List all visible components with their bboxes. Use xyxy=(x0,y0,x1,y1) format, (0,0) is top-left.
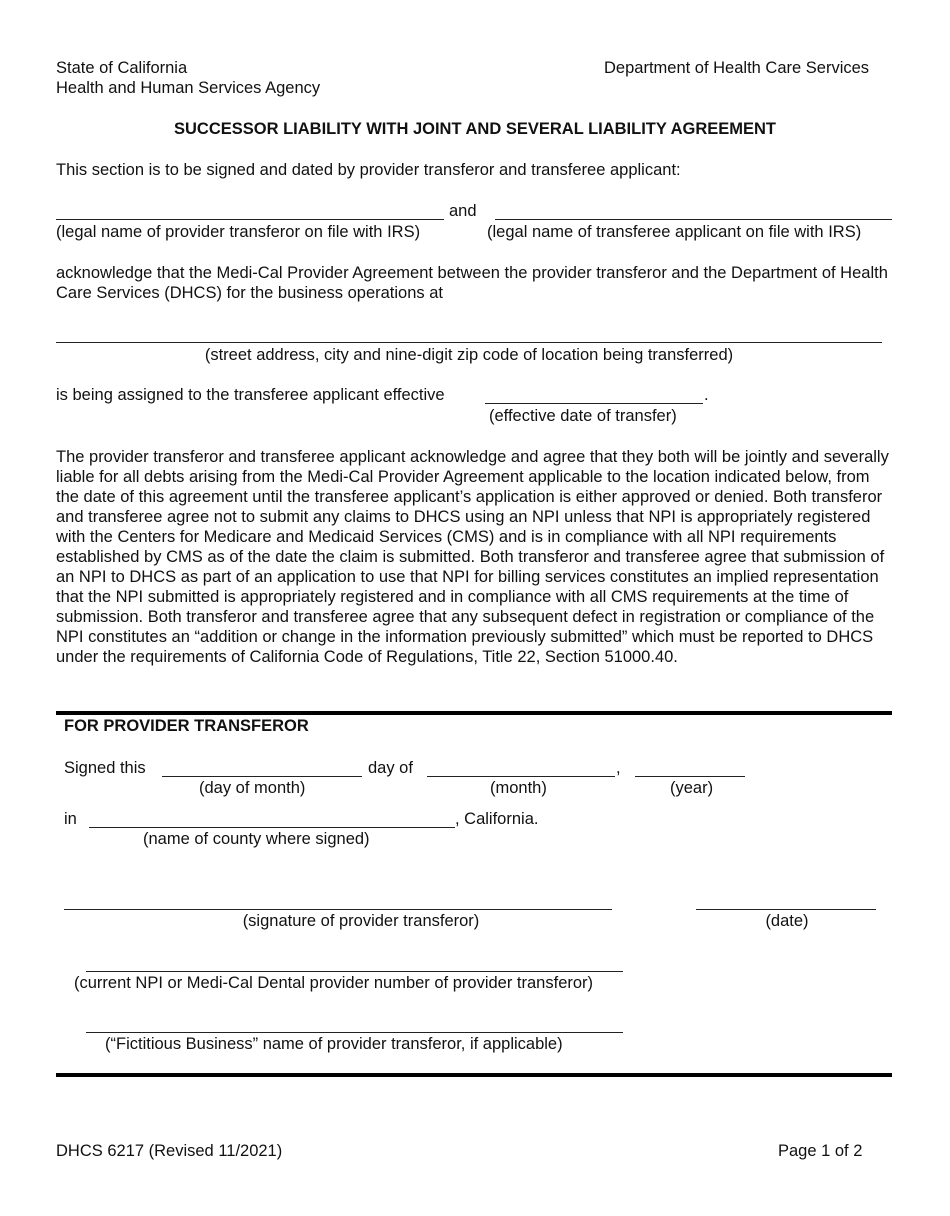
signature-label: (signature of provider transferor) xyxy=(242,912,480,930)
page-title: SUCCESSOR LIABILITY WITH JOINT AND SEVERAL LIABILITY AGREEMENT xyxy=(174,120,776,138)
header-department: Department of Health Care Services xyxy=(604,59,870,77)
effective-date-label: (effective date of transfer) xyxy=(489,407,677,425)
transferee-name-label: (legal name of transferee applicant on file with IRS) xyxy=(487,223,862,241)
county-field[interactable] xyxy=(89,807,455,828)
acknowledge-text: acknowledge that the Medi-Cal Provider Agreement between the provider transferor and the Department of Health Care Services (DHCS) for the business operations at xyxy=(56,264,888,302)
month-field[interactable] xyxy=(427,756,615,777)
signature-date-field[interactable] xyxy=(696,889,876,910)
in-text: in xyxy=(64,810,77,828)
transferor-name-label: (legal name of provider transferor on file with IRS) xyxy=(56,223,421,241)
california-text: , California. xyxy=(455,810,539,828)
fictitious-business-name-field[interactable] xyxy=(86,1012,623,1033)
page-number: Page 1 of 2 xyxy=(778,1142,863,1160)
effective-date-field[interactable] xyxy=(485,383,703,404)
npi-field[interactable] xyxy=(86,951,623,972)
signed-this-text: Signed this xyxy=(64,759,146,777)
signature-date-label: (date) xyxy=(765,912,809,930)
day-of-month-label: (day of month) xyxy=(199,779,306,797)
year-field[interactable] xyxy=(635,756,745,777)
month-label: (month) xyxy=(490,779,547,797)
address-field[interactable] xyxy=(56,322,882,343)
assignment-period: . xyxy=(704,386,709,404)
address-label: (street address, city and nine-digit zip code of location being transferred) xyxy=(204,346,734,364)
section-top-rule xyxy=(56,711,892,715)
day-of-month-field[interactable] xyxy=(162,756,362,777)
and-text: and xyxy=(449,202,477,220)
fictitious-business-label: (“Fictitious Business” name of provider transferor, if applicable) xyxy=(105,1035,563,1053)
county-label: (name of county where signed) xyxy=(143,830,370,848)
month-comma: , xyxy=(616,759,621,777)
transferor-section-heading: FOR PROVIDER TRANSFEROR xyxy=(64,717,309,735)
day-of-text: day of xyxy=(368,759,413,777)
intro-text: This section is to be signed and dated by provider transferor and transferee applicant: xyxy=(56,161,681,179)
header-agency: Health and Human Services Agency xyxy=(56,79,321,97)
assignment-text: is being assigned to the transferee applicant effective xyxy=(56,386,445,404)
transferee-legal-name-field[interactable] xyxy=(495,199,892,220)
liability-paragraph: The provider transferor and transferee applicant acknowledge and agree that they both will be jointly and severally liable for all debts arising from the Medi-Cal Provider Agreement applicable to the location indicated below, from the date of this agreement until the transferee applicant’s application is either approved or denied. Both transferor and transferee agree not to submit any claims to DHCS using an NPI unless that NPI is appropriately registered with the Centers for Medicare and Medicaid Services (CMS) and is in compliance with all NPI requirements established by CMS as of the date the claim is submitted. Both transferor and transferee agree that submission of an NPI to DHCS as part of an application to use that NPI for billing services constitutes an implied representation that the NPI submitted is appropriately registered and in compliance with all CMS requirements at the time of submission. Both transferor and transferee agree that any subsequent defect in registration or compliance of the NPI constitutes an “addition or change in the information previously submitted” which must be reported to DHCS under the requirements of California Code of Regulations, Title 22, Section 51000.40. xyxy=(56,448,889,666)
form-id: DHCS 6217 (Revised 11/2021) xyxy=(56,1142,283,1160)
section-bottom-rule xyxy=(56,1073,892,1077)
signature-field[interactable] xyxy=(64,889,612,910)
header-state: State of California xyxy=(56,59,188,77)
transferor-legal-name-field[interactable] xyxy=(56,199,444,220)
year-label: (year) xyxy=(670,779,714,797)
npi-label: (current NPI or Medi-Cal Dental provider number of provider transferor) xyxy=(74,974,594,992)
